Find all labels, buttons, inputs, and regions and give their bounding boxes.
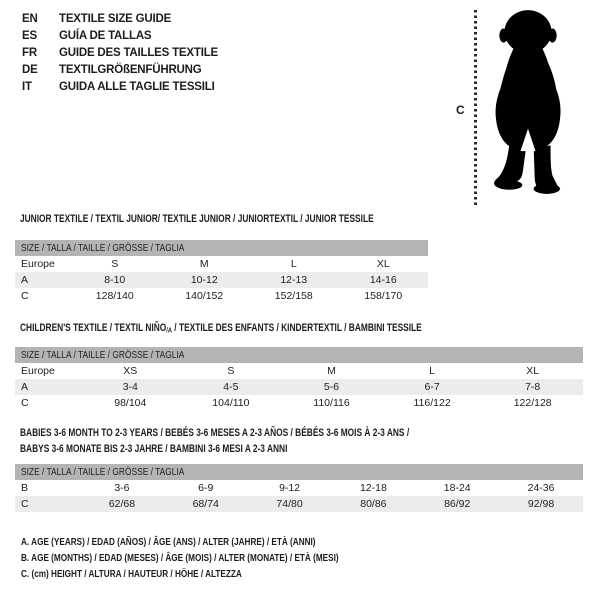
cell: 110/116	[313, 397, 350, 409]
cell: M	[199, 258, 209, 270]
row-label: Europe	[21, 365, 55, 377]
cell: L	[429, 365, 435, 377]
size-header-bar	[15, 464, 583, 480]
table-row-height	[15, 288, 428, 304]
size-header-label: SIZE / TALLA / TAILLE / GRÖSSE / TAGLIA	[21, 349, 185, 361]
cell: 12-18	[359, 482, 387, 494]
lang-row-de	[22, 61, 218, 78]
junior-section-title: JUNIOR TEXTILE / TEXTIL JUNIOR/ TEXTILE JUNIOR / JUNIORTEXTIL / JUNIOR TESSILE	[20, 213, 374, 225]
cell: 104/110	[212, 397, 250, 409]
babies-section-title-line1: BABIES 3-6 MONTH TO 2-3 YEARS / BEBÉS 3-6 MESES A 2-3 AÑOS / BÉBÉS 3-6 MOIS À 2-3 ANS /	[20, 427, 410, 439]
cell: 6-9	[198, 482, 214, 494]
cell: L	[290, 258, 297, 270]
lang-title: GUIDA ALLE TAGLIE TESSILI	[59, 80, 215, 93]
cell: 5-6	[323, 381, 340, 393]
lang-row-fr	[22, 44, 218, 61]
row-label: C	[21, 397, 29, 409]
lang-code: EN	[22, 12, 38, 25]
cell: 116/122	[413, 397, 451, 409]
size-header-bar	[15, 347, 583, 363]
cell: 6-7	[424, 381, 440, 393]
junior-size-table	[15, 240, 428, 304]
row-label: Europe	[21, 258, 55, 270]
lang-code: FR	[22, 46, 37, 59]
cell: XS	[123, 365, 138, 377]
cell: XL	[376, 258, 390, 270]
table-row-europe	[15, 256, 428, 272]
cell: 10-12	[190, 274, 218, 286]
babies-section-title-line2: BABYS 3-6 MONATE BIS 2-3 JAHRE / BAMBINI 3-6 MESI A 2-3 ANNI	[20, 443, 288, 455]
cell: 68/74	[192, 498, 219, 510]
lang-title: TEXTILGRÖßENFÜHRUNG	[59, 63, 202, 76]
row-label: A	[21, 274, 29, 286]
cell: 14-16	[369, 274, 397, 286]
size-header-label: SIZE / TALLA / TAILLE / GRÖSSE / TAGLIA	[21, 466, 185, 478]
cell: 98/104	[114, 397, 147, 409]
children-size-table	[15, 347, 583, 411]
row-label: C	[21, 290, 29, 302]
cell: 74/80	[276, 498, 303, 510]
cell: 62/68	[108, 498, 136, 510]
table-row-height	[15, 496, 583, 512]
cell: 128/140	[95, 290, 134, 302]
lang-code: DE	[22, 63, 38, 76]
size-header-bar	[15, 240, 428, 256]
lang-code: IT	[22, 80, 32, 93]
cell: S	[227, 365, 235, 377]
baby-silhouette-image	[481, 6, 575, 208]
table-row-age	[15, 379, 583, 395]
table-row-europe	[15, 363, 583, 379]
lang-row-es	[22, 27, 218, 44]
height-measure-dotted-line	[474, 10, 477, 207]
cell: 12-13	[280, 274, 308, 286]
row-label: B	[21, 482, 29, 494]
children-title-subscript: /A	[166, 325, 172, 335]
legend-block	[21, 536, 428, 584]
cell: 9-12	[279, 482, 301, 494]
cell: 3-6	[114, 482, 130, 494]
cell: XL	[526, 365, 540, 377]
lang-code: ES	[22, 29, 37, 42]
cell: 4-5	[223, 381, 239, 393]
cell: 80/86	[360, 498, 387, 510]
row-label: A	[21, 381, 29, 393]
cell: 24-36	[527, 482, 555, 494]
cell: 18-24	[443, 482, 471, 494]
legend-line-b: B. AGE (MONTHS) / EDAD (MESES) / ÂGE (MOIS) / ALTER (MONATE) / ETÀ (MESI)	[21, 552, 339, 564]
legend-line-c: C. (cm) HEIGHT / ALTURA / HAUTEUR / HÖHE / ALTEZZA	[21, 568, 242, 580]
cell: 152/158	[274, 290, 313, 302]
cell: 7-8	[525, 381, 541, 393]
lang-title: TEXTILE SIZE GUIDE	[59, 12, 172, 25]
children-section-title	[20, 322, 422, 335]
children-title-suffix: / TEXTILE DES ENFANTS / KINDERTEXTIL / BAMBINI TESSILE	[171, 322, 422, 334]
children-title-prefix: CHILDREN'S TEXTILE / TEXTIL NIÑO	[20, 322, 167, 334]
row-label: C	[21, 498, 29, 510]
cell: 8-10	[104, 274, 126, 286]
cell: S	[111, 258, 119, 270]
cell: 122/128	[513, 397, 552, 409]
lang-title: GUÍA DE TALLAS	[59, 29, 152, 42]
cell: 158/170	[364, 290, 403, 302]
cell: M	[327, 365, 336, 377]
cell: 140/152	[185, 290, 224, 302]
cell: 3-4	[122, 381, 138, 393]
table-row-age-months	[15, 480, 583, 496]
height-label-c: C	[456, 103, 465, 117]
table-row-age	[15, 272, 428, 288]
lang-title: GUIDE DES TAILLES TEXTILE	[59, 46, 218, 59]
table-row-height	[15, 395, 583, 411]
babies-size-table	[15, 464, 583, 512]
lang-row-it	[22, 78, 218, 95]
cell: 92/98	[527, 498, 555, 510]
size-header-label: SIZE / TALLA / TAILLE / GRÖSSE / TAGLIA	[21, 242, 185, 254]
legend-line-a: A. AGE (YEARS) / EDAD (AÑOS) / ÂGE (ANS) / ALTER (JAHRE) / ETÀ (ANNI)	[21, 536, 316, 548]
lang-row-en	[22, 10, 218, 27]
language-title-block	[22, 10, 218, 95]
cell: 86/92	[444, 498, 471, 510]
